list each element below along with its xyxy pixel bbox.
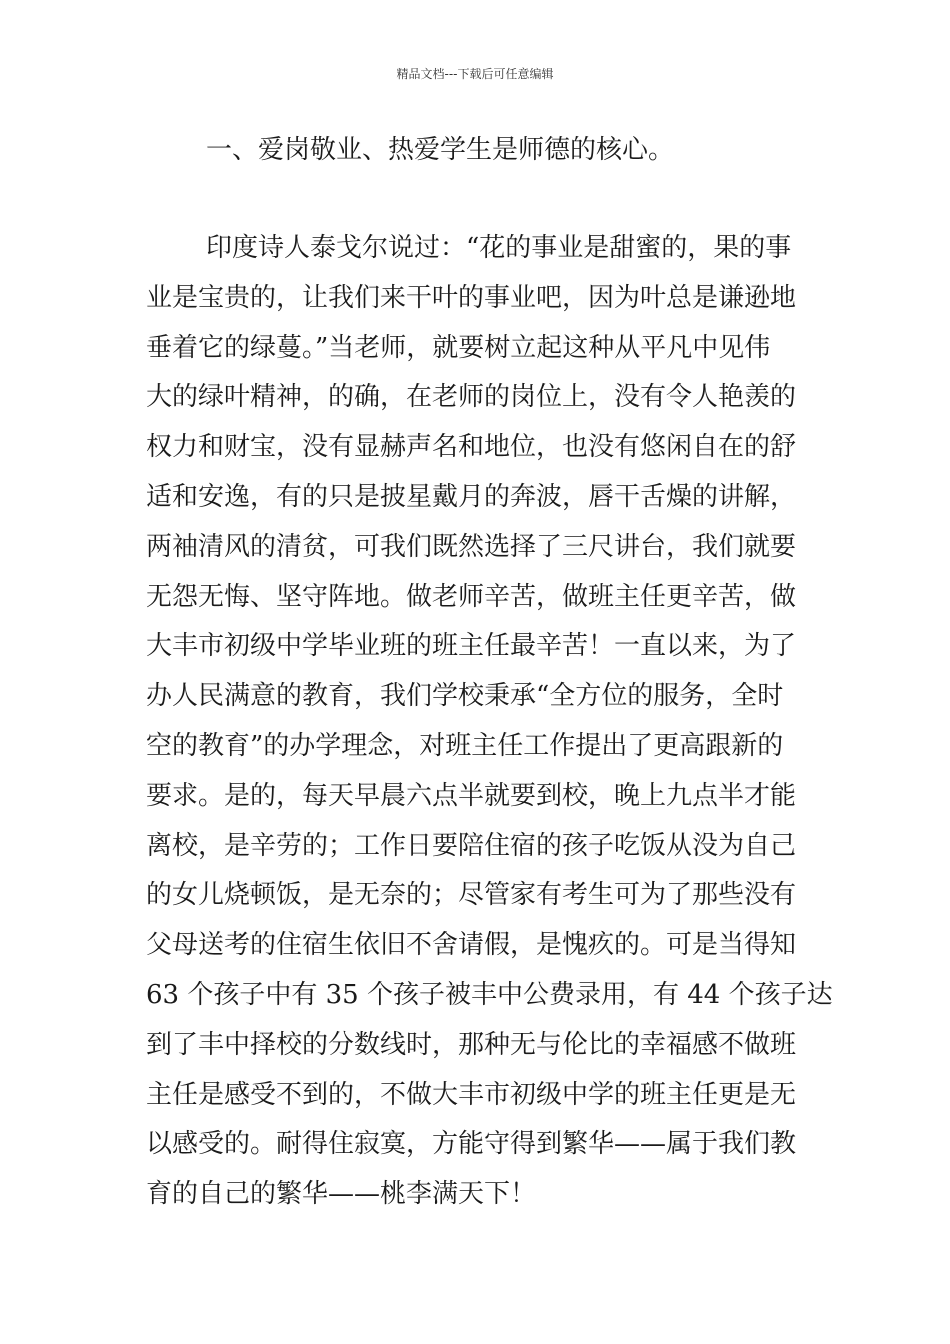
paragraph-line: 离校，是辛劳的；工作日要陪住宿的孩子吃饭从没为自己 [146, 830, 797, 861]
paragraph-line: 印度诗人泰戈尔说过：“花的事业是甜蜜的，果的事 [206, 233, 792, 263]
section-heading: 一、爱岗敬业、热爱学生是师德的核心。 [206, 135, 675, 165]
paragraph-line: 大丰市初级中学毕业班的班主任最辛苦！一直以来，为了 [146, 631, 797, 662]
paragraph-line: 育的自己的繁华——桃李满天下！ [146, 1179, 537, 1210]
paragraph-line: 适和安逸，有的只是披星戴月的奔波，唇干舌燥的讲解， [146, 482, 797, 512]
paragraph-line: 空的教育”的办学理念，对班主任工作提出了更高跟新的 [146, 731, 784, 761]
paragraph-line: 到了丰中择校的分数线时，那种无与伦比的幸福感不做班 [146, 1029, 797, 1060]
paragraph-line: 63 个孩子中有 35 个孩子被丰中公费录用，有 44 个孩子达 [146, 980, 833, 1010]
paragraph-line: 办人民满意的教育，我们学校秉承“全方位的服务，全时 [146, 681, 784, 712]
paragraph-line: 两袖清风的清贫，可我们既然选择了三尺讲台，我们就要 [146, 531, 797, 562]
paragraph-line: 以感受的。耐得住寂寞，方能守得到繁华——属于我们教 [146, 1129, 797, 1160]
paragraph-line: 权力和财宝，没有显赫声名和地位，也没有悠闲自在的舒 [146, 432, 797, 463]
paragraph-line: 大的绿叶精神，的确，在老师的岗位上，没有令人艳羡的 [146, 382, 797, 413]
paragraph-line: 垂着它的绿蔓。”当老师，就要树立起这种从平凡中见伟 [146, 332, 771, 363]
paragraph-line: 无怨无悔、坚守阵地。做老师辛苦，做班主任更辛苦，做 [146, 581, 797, 612]
paragraph-line: 要求。是的，每天早晨六点半就要到校，晚上九点半才能 [146, 780, 797, 811]
header-note: 精品文档---下载后可任意编辑 [396, 67, 554, 81]
paragraph-line: 的女儿烧顿饭，是无奈的；尽管家有考生可为了那些没有 [146, 880, 797, 911]
paragraph-line: 父母送考的住宿生依旧不舍请假，是愧疚的。可是当得知 [146, 930, 797, 961]
paragraph-line: 主任是感受不到的，不做大丰市初级中学的班主任更是无 [146, 1079, 797, 1110]
paragraph-line: 业是宝贵的，让我们来干叶的事业吧，因为叶总是谦逊地 [146, 282, 797, 313]
